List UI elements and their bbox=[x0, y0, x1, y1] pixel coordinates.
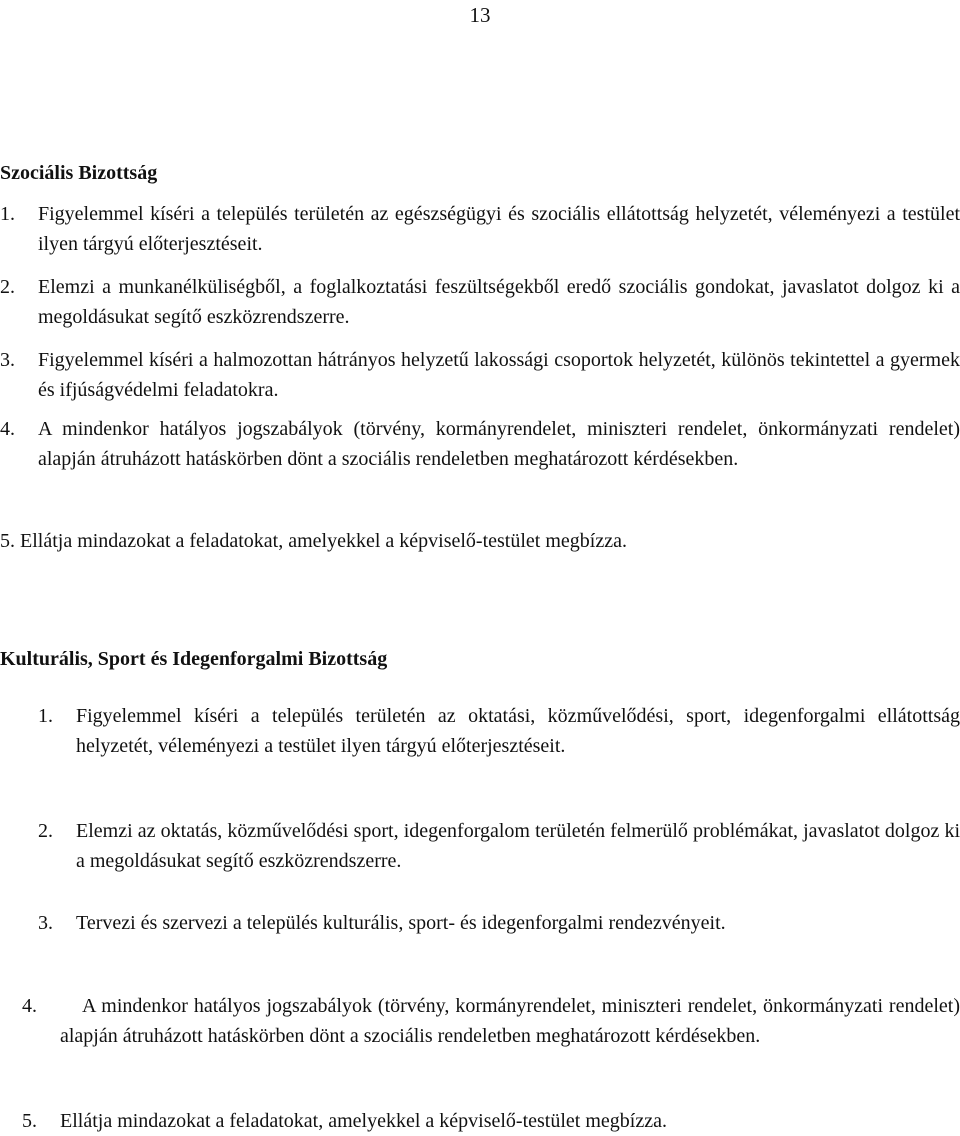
item-number: 1. bbox=[38, 705, 53, 727]
list-item bbox=[22, 1106, 667, 1136]
item-number: 5. bbox=[0, 530, 15, 552]
item-number: 4. bbox=[22, 995, 37, 1017]
item-text: Figyelemmel kíséri a település területén az egészségügyi és szociális ellátottság helyzetét, véleményezi a testület ilyen tárgyú előterjesztéseit. bbox=[38, 203, 960, 255]
item-number: 1. bbox=[0, 203, 15, 225]
list-item bbox=[0, 345, 960, 405]
item-text: Figyelemmel kíséri a település területén az oktatási, közművelődési, sport, idegenforgalmi ellátottság helyzetét, véleményezi a testület ilyen tárgyú előterjesztéseit. bbox=[76, 705, 960, 757]
item-number: 2. bbox=[0, 276, 15, 298]
section-heading-social: Szociális Bizottság bbox=[0, 162, 158, 184]
list-item bbox=[0, 199, 960, 259]
item-number: 5. bbox=[22, 1110, 37, 1132]
list-item bbox=[38, 908, 726, 938]
section-heading-culture: Kulturális, Sport és Idegenforgalmi Bizottság bbox=[0, 648, 388, 670]
item-number: 4. bbox=[0, 418, 15, 440]
item-number: 3. bbox=[38, 912, 53, 934]
list-item bbox=[0, 272, 960, 332]
item-text: Ellátja mindazokat a feladatokat, amelyekkel a képviselő-testület megbízza. bbox=[20, 530, 627, 552]
list-item bbox=[38, 701, 960, 761]
page-number: 13 bbox=[469, 3, 491, 27]
item-text: Elemzi az oktatás, közművelődési sport, idegenforgalom területén felmerülő problémákat, javaslatot dolgoz ki a megoldásukat segítő eszközrendszerre. bbox=[76, 820, 960, 872]
list-item bbox=[0, 526, 627, 556]
item-text: A mindenkor hatályos jogszabályok (törvény, kormányrendelet, miniszteri rendelet, önkormányzati rendelet) alapján átruházott hatáskörben dönt a szociális rendeletben meghatározott kérdésekben. bbox=[60, 995, 960, 1047]
item-text: A mindenkor hatályos jogszabályok (törvény, kormányrendelet, miniszteri rendelet, önkormányzati rendelet) alapján átruházott hatáskörben dönt a szociális rendeletben meghatározott kérdésekben. bbox=[38, 418, 960, 470]
item-number: 2. bbox=[38, 820, 53, 842]
list-item bbox=[0, 414, 960, 474]
item-text: Figyelemmel kíséri a halmozottan hátrányos helyzetű lakossági csoportok helyzetét, különös tekintettel a gyermek és ifjúságvédelmi feladatokra. bbox=[38, 349, 960, 401]
item-text: Tervezi és szervezi a település kulturális, sport- és idegenforgalmi rendezvényeit. bbox=[76, 912, 726, 934]
list-item bbox=[22, 991, 960, 1051]
list-item bbox=[38, 816, 960, 876]
item-number: 3. bbox=[0, 349, 15, 371]
item-text: Elemzi a munkanélküliségből, a foglalkoztatási feszültségekből eredő szociális gondokat, javaslatot dolgoz ki a megoldásukat segítő eszközrendszerre. bbox=[38, 276, 960, 328]
item-text: Ellátja mindazokat a feladatokat, amelyekkel a képviselő-testület megbízza. bbox=[60, 1110, 667, 1132]
